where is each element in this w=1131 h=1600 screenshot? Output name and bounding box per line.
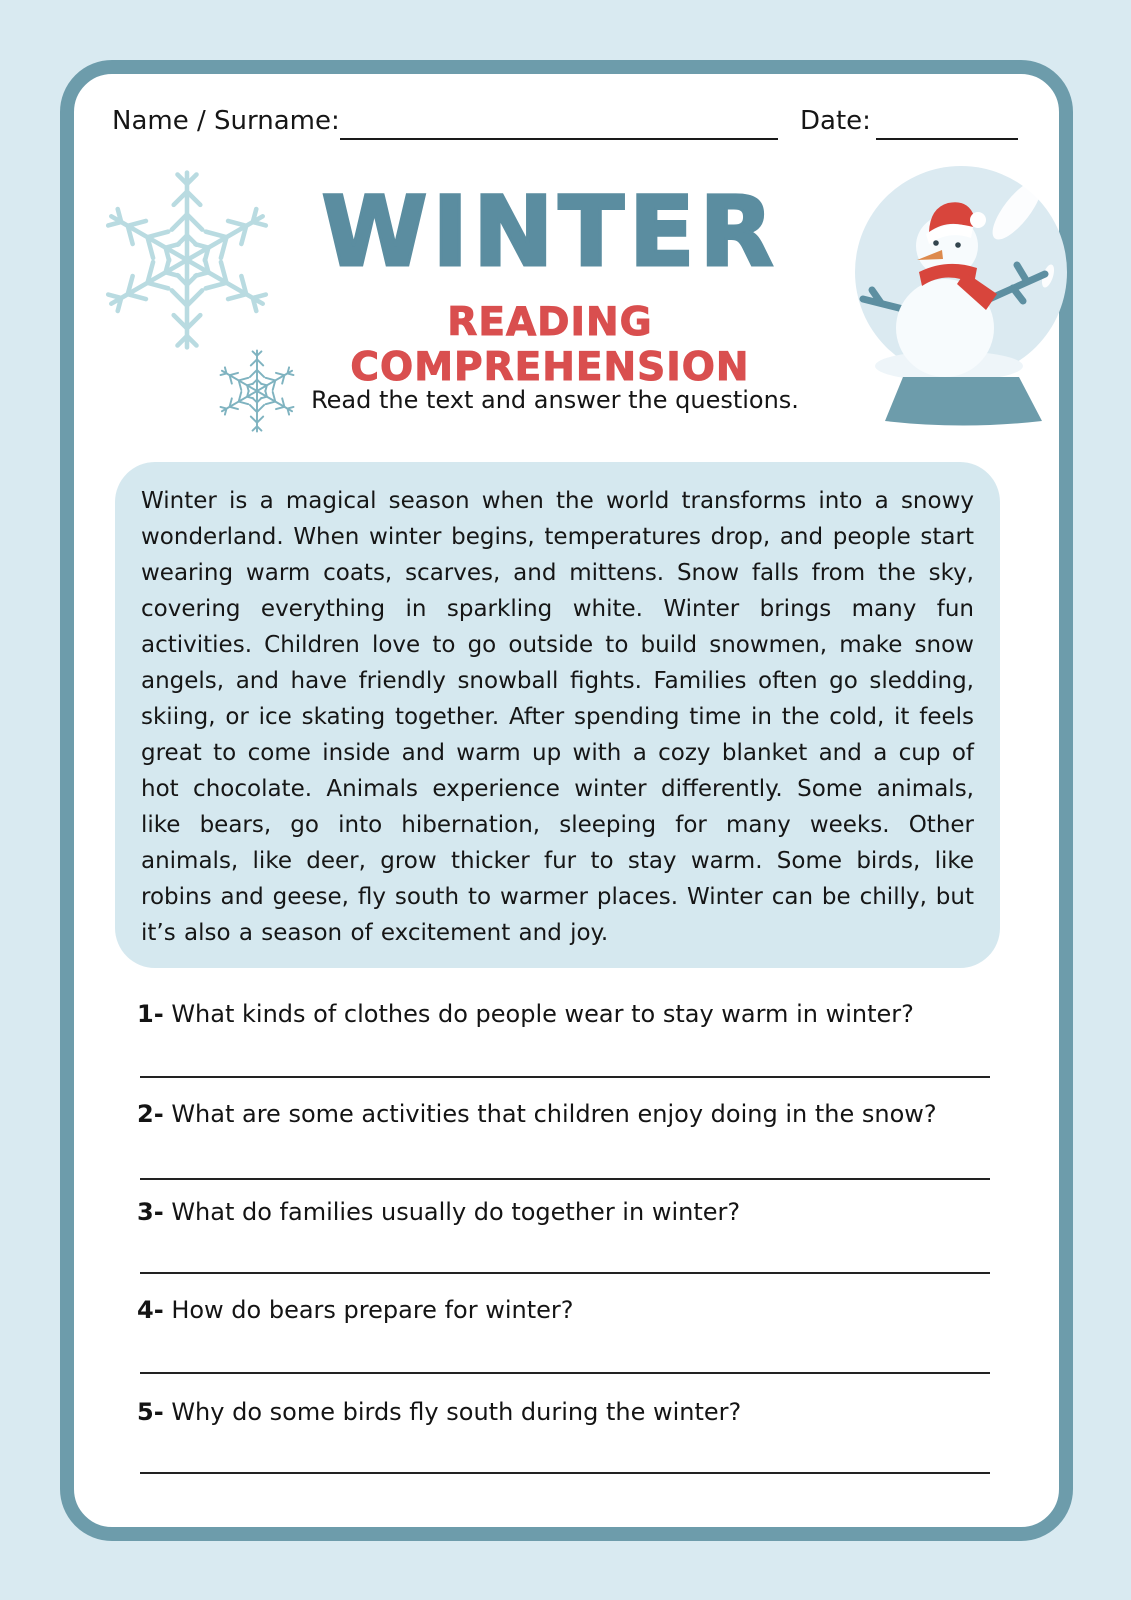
name-surname-label: Name / Surname: [112,106,340,136]
question-3-number: 3- [137,1198,164,1226]
answer-line-4[interactable] [140,1372,990,1374]
question-2-text: What are some activities that children enjoy doing in the snow? [171,1100,937,1128]
name-input-line[interactable] [340,138,778,140]
question-1 [137,1000,997,1028]
answer-line-3[interactable] [140,1272,990,1274]
answer-line-2[interactable] [140,1178,990,1180]
date-input-line[interactable] [876,138,1018,140]
question-2-number: 2- [137,1100,164,1128]
question-3 [137,1198,997,1226]
question-5-number: 5- [137,1398,164,1426]
page-subtitle: READING COMPREHENSION [350,300,750,390]
reading-passage-text: Winter is a magical season when the world transforms into a snowy wonderland. When winter begins, temperatures drop, and people start wearing warm coats, scarves, and mittens. Snow falls from the sky, covering everything in sparkling white. Winter brings many fun activities. Children love to go outside to build snowmen, make snow angels, and have friendly snowball fights. Families often go sledding, skiing, or ice skating together. After spending time in the cold, it feels great to come inside and warm up with a cozy blanket and a cup of hot chocolate. Animals experience winter differently. Some animals, like bears, go into hibernation, sleeping for many weeks. Other animals, like deer, grow thicker fur to stay warm. Some birds, like robins and geese, fly south to warmer places. Winter can be chilly, but it’s also a season of excitement and joy. [141,488,974,946]
date-label: Date: [800,106,871,136]
question-5-text: Why do some birds fly south during the winter? [171,1398,742,1426]
answer-line-1[interactable] [140,1076,990,1078]
question-5 [137,1398,997,1426]
page-title: WINTER [321,176,779,288]
reading-passage-box [115,462,1000,968]
question-3-text: What do families usually do together in winter? [171,1198,741,1226]
question-4 [137,1296,997,1324]
instruction-text: Read the text and answer the questions. [311,386,799,414]
answer-line-5[interactable] [140,1472,990,1474]
snow-globe-snowman-icon [845,158,1085,428]
question-1-number: 1- [137,1000,164,1028]
question-4-text: How do bears prepare for winter? [171,1296,574,1324]
question-4-number: 4- [137,1296,164,1324]
question-1-text: What kinds of clothes do people wear to stay warm in winter? [171,1000,914,1028]
snowflake-icon [92,165,282,355]
question-2 [137,1100,997,1128]
